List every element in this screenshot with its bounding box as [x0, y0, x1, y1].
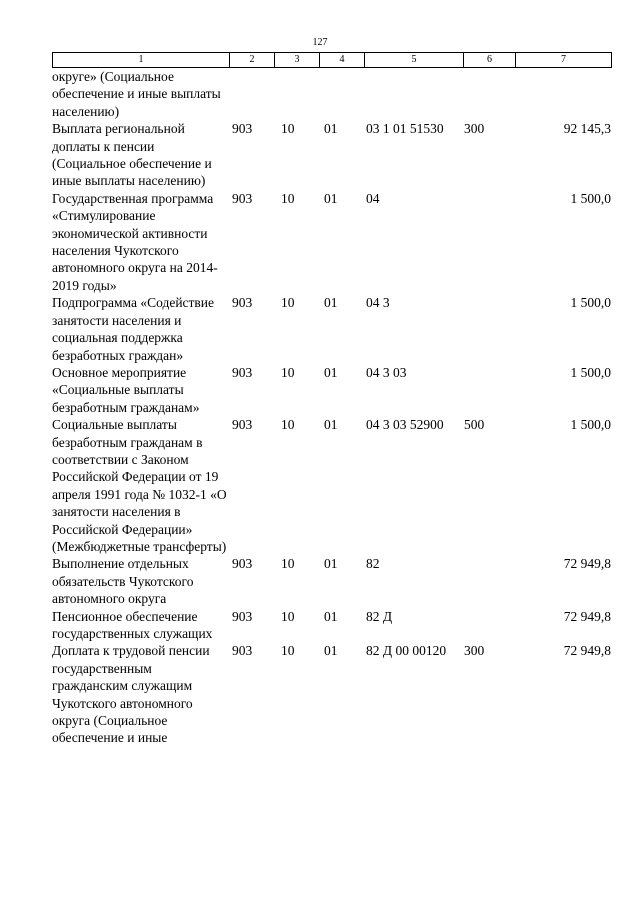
row-amount: 1 500,0 [570, 295, 611, 311]
row-expense-type-code [464, 608, 516, 643]
row-grbs-code: 903 [232, 190, 253, 206]
row-grbs-code: 903 [232, 556, 253, 572]
row-name: Подпрограмма «Содействие занятости населения и социальная поддержка безработных граждан» [52, 295, 215, 363]
row-expense-type-code [464, 555, 516, 607]
row-section-code: 10 [281, 364, 295, 380]
row-grbs-code: 903 [232, 608, 253, 624]
row-section-code: 10 [281, 295, 295, 311]
row-section-code: 10 [281, 417, 295, 433]
column-number-header [52, 52, 612, 68]
header-col-4: 4 [320, 53, 365, 68]
table-row [52, 608, 611, 643]
row-grbs-code: 903 [232, 643, 253, 659]
row-subsection-code: 01 [324, 556, 338, 572]
row-amount: 1 500,0 [570, 417, 611, 433]
header-col-2: 2 [230, 53, 275, 68]
row-grbs-code: 903 [232, 121, 253, 137]
row-subsection-code: 01 [324, 121, 338, 137]
row-name: Доплата к трудовой пенсии государственным гражданским служащим Чукотского автономного округа (Социальное обеспечение и иные [52, 643, 210, 746]
row-amount: 72 949,8 [563, 556, 611, 572]
row-name: Выплата региональной доплаты к пенсии (Социальное обеспечение и иные выплаты населению) [52, 121, 212, 189]
header-col-7: 7 [516, 53, 612, 68]
table-row [52, 555, 611, 607]
row-name: Основное мероприятие «Социальные выплаты безработным гражданам» [52, 364, 200, 415]
row-amount: 1 500,0 [570, 364, 611, 380]
row-subsection-code: 01 [324, 643, 338, 659]
header-col-6: 6 [464, 53, 516, 68]
continuation-row [52, 68, 611, 120]
row-amount: 1 500,0 [570, 190, 611, 206]
row-target-article-code: 04 3 [366, 295, 390, 311]
row-name: Социальные выплаты безработным гражданам в соответствии с Законом Российской Федерации от 19 апреля 1991 года № 1032-1 «О занятости населения в Российской Федерации» (Межбюджетные трансферты) [52, 417, 227, 554]
row-subsection-code: 01 [324, 295, 338, 311]
header-col-1: 1 [53, 53, 230, 68]
row-expense-type-code [464, 294, 516, 364]
row-target-article-code: 82 Д 00 00120 [366, 643, 447, 659]
row-target-article-code: 04 3 03 [366, 364, 407, 380]
row-target-article-code: 03 1 01 51530 [366, 121, 444, 137]
row-subsection-code: 01 [324, 190, 338, 206]
row-target-article-code: 04 [366, 190, 380, 206]
row-target-article-code: 82 Д [366, 608, 393, 624]
row-target-article-code: 82 [366, 556, 380, 572]
row-subsection-code: 01 [324, 364, 338, 380]
row-amount: 72 949,8 [563, 608, 611, 624]
row-expense-type-code: 500 [464, 417, 485, 433]
row-subsection-code: 01 [324, 417, 338, 433]
row-grbs-code: 903 [232, 364, 253, 380]
table-row [52, 642, 611, 746]
row-expense-type-code: 300 [464, 121, 485, 137]
header-col-3: 3 [275, 53, 320, 68]
row-section-code: 10 [281, 643, 295, 659]
page-number: 127 [312, 37, 328, 48]
table-row [52, 416, 611, 555]
row-expense-type-code: 300 [464, 643, 485, 659]
row-grbs-code: 903 [232, 417, 253, 433]
row-name: Пенсионное обеспечение государственных служащих [52, 608, 213, 641]
table-row [52, 294, 611, 364]
continuation-text: округе» (Социальное обеспечение и иные выплаты населению) [52, 69, 221, 119]
table-row [52, 120, 611, 190]
row-grbs-code: 903 [232, 295, 253, 311]
header-row [53, 53, 612, 68]
row-target-article-code: 04 3 03 52900 [366, 417, 444, 433]
row-name: Выполнение отдельных обязательств Чукотского автономного округа [52, 556, 194, 607]
row-section-code: 10 [281, 608, 295, 624]
row-amount: 72 949,8 [563, 643, 611, 659]
header-col-5: 5 [365, 53, 464, 68]
row-subsection-code: 01 [324, 608, 338, 624]
table-row [52, 364, 611, 416]
row-name: Государственная программа «Стимулирование экономической активности населения Чукотского автономного округа на 2014-2019 годы» [52, 190, 218, 293]
row-section-code: 10 [281, 556, 295, 572]
budget-table [52, 68, 611, 747]
table-row [52, 190, 611, 294]
row-section-code: 10 [281, 121, 295, 137]
row-expense-type-code [464, 364, 516, 416]
row-expense-type-code [464, 190, 516, 294]
row-section-code: 10 [281, 190, 295, 206]
row-amount: 92 145,3 [563, 121, 611, 137]
